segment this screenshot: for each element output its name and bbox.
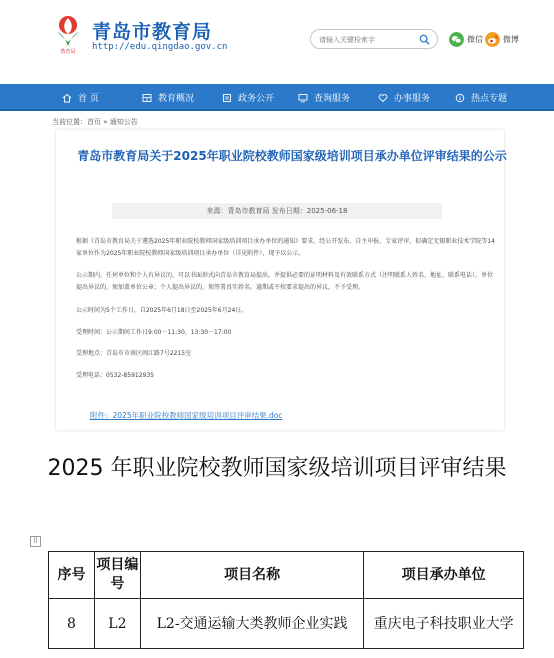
main-nav: [0, 84, 554, 111]
wechat-label: 微信: [467, 34, 483, 44]
article-title: 青岛市教育局关于2025年职业院校教师国家级培训项目承办单位评审结果的公示: [77, 149, 507, 163]
nav-item-query[interactable]: [298, 84, 350, 111]
breadcrumb[interactable]: 当前位置：首页 » 通知公告: [52, 118, 138, 126]
header-cell: 项目编号: [94, 552, 140, 599]
nav-item-home[interactable]: [62, 84, 99, 111]
table-header-row: [49, 552, 524, 599]
svg-text:教育局: 教育局: [60, 49, 76, 54]
nav-item-services[interactable]: [378, 84, 430, 111]
search-icon[interactable]: [419, 34, 430, 45]
site-title[interactable]: 青岛市教育局: [92, 21, 213, 43]
article-paragraph: 受理地点：青岛市市南区闽江路7号2215室: [76, 350, 192, 357]
nav-item-gov-affairs[interactable]: [222, 84, 274, 111]
header-cell: 序号: [49, 552, 95, 599]
wechat-link[interactable]: [449, 29, 483, 49]
grid-icon: [142, 93, 152, 103]
stack-icon: [222, 93, 232, 103]
table-cell: L2: [94, 599, 140, 649]
nav-label: 教育概况: [158, 94, 195, 104]
document-title: 2025 年职业院校教师国家级培训项目评审结果: [47, 456, 507, 481]
home-icon: [62, 93, 72, 103]
table-cell: L2-交通运输大类教师企业实践: [140, 599, 364, 649]
heart-icon: [378, 93, 388, 103]
search-box[interactable]: [310, 29, 438, 49]
nav-item-topics[interactable]: [455, 84, 507, 111]
header-cell: 项目名称: [140, 552, 364, 599]
article-paragraph: 根据《青岛市教育局关于遴选2025年职业院校教师国家级培训项目承办单位的通知》要求，经公开发布、自主申报、专家评审，拟确定无锡职业技术学院等14家单位作为2025年职业院校教师国家级培训项目承办单位（详见附件），现予以公示。: [76, 238, 495, 257]
article-paragraph: 受理时间：公示期间工作日9:00－11:30，13:30－17:00: [76, 329, 232, 336]
article-paragraph: 受理电话：0532-85912935: [76, 372, 154, 379]
weibo-link[interactable]: [485, 29, 519, 49]
table-cell: 重庆电子科技职业大学: [364, 599, 524, 649]
nav-label: 首 页: [78, 94, 99, 104]
site-header: [0, 0, 554, 80]
attachment-link[interactable]: 附件：2025年职业院校教师国家级培训项目评审结果.doc: [90, 411, 283, 420]
weibo-label: 微博: [503, 34, 519, 44]
article-paragraph: 公示期内，任何单位和个人有异议的，可以书面形式向青岛市教育局提出，并提供必要的证明材料及有效联系方式（注明联系人姓名、地址、联系电话）。单位提出异议的，须加盖单位公章；个人提出异议的，须签署真实姓名。逾期或不按要求提出的异议，不予受理。: [76, 272, 494, 291]
search-input[interactable]: [319, 32, 415, 47]
monitor-icon: [298, 93, 308, 103]
table-cell[interactable]: 8: [49, 599, 95, 649]
result-table: [48, 551, 524, 649]
wechat-icon: [449, 32, 464, 47]
nav-label: 查询服务: [314, 94, 351, 104]
nav-label: 办事服务: [394, 94, 431, 104]
table-row: [49, 599, 524, 649]
table-move-handle[interactable]: ⠿: [30, 536, 41, 547]
weibo-icon: [485, 32, 500, 47]
site-url: http://edu.qingdao.gov.cn: [92, 42, 228, 52]
info-icon: [455, 93, 465, 103]
header-cell: 项目承办单位: [364, 552, 524, 599]
article-paragraph: 公示时间为5个工作日，自2025年6月18日至2025年6月24日。: [76, 307, 248, 314]
article-meta: 来源：青岛市教育局 发布日期：2025-06-18: [112, 203, 442, 219]
education-logo-icon[interactable]: [52, 14, 84, 54]
nav-label: 政务公开: [238, 94, 275, 104]
nav-item-overview[interactable]: [142, 84, 194, 111]
nav-label: 热点专题: [471, 94, 508, 104]
